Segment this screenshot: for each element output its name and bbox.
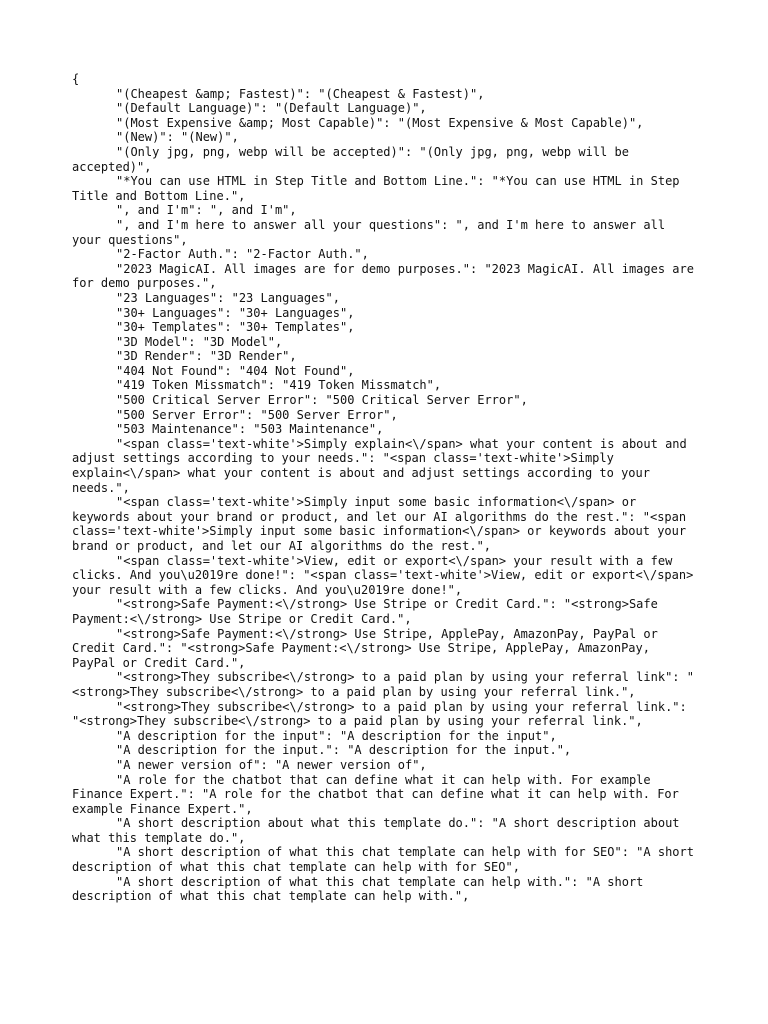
translation-entry: "2023 MagicAI. All images are for demo purposes.": "2023 MagicAI. All images are for demo purposes.",: [72, 261, 702, 291]
translation-entry: "<strong>Safe Payment:<\/strong> Use Stripe, ApplePay, AmazonPay, PayPal or Credit Card.": "<strong>Safe Payment:<\/strong> Use Stripe, ApplePay, AmazonPay, PayPal or Credit Card.",: [72, 626, 666, 670]
translation-entry: "(Most Expensive &amp; Most Capable)": "(Most Expensive & Most Capable)",: [116, 115, 644, 130]
translation-entry: "A description for the input": "A description for the input",: [116, 728, 557, 743]
translation-entry: "30+ Languages": "30+ Languages",: [116, 305, 355, 320]
translation-entry: "(New)": "(New)",: [116, 130, 239, 145]
translation-entry: "3D Render": "3D Render",: [116, 349, 297, 364]
translation-entry: "(Cheapest &amp; Fastest)": "(Cheapest & Fastest)",: [116, 86, 485, 101]
translation-entry: "<strong>Safe Payment:<\/strong> Use Stripe or Credit Card.": "<strong>Safe Payment:<\/strong> Use Stripe or Credit Card.",: [72, 597, 666, 626]
translation-entry: "A short description about what this template do.": "A short description about what this template do.",: [72, 816, 687, 845]
translation-entry: "404 Not Found": "404 Not Found",: [116, 363, 355, 378]
translation-entry: "<strong>They subscribe<\/strong> to a paid plan by using your referral link.": "<strong>They subscribe<\/strong> to a paid plan by using your referral link.",: [72, 699, 694, 729]
translation-entry: "(Default Language)": "(Default Language)",: [116, 101, 427, 116]
translation-entry: "503 Maintenance": "503 Maintenance",: [116, 422, 384, 437]
translation-entry: "*You can use HTML in Step Title and Bottom Line.": "*You can use HTML in Step Title and Bottom Line.",: [72, 174, 687, 203]
translation-entry: "23 Languages": "23 Languages",: [116, 290, 340, 305]
document-page: [72, 72, 702, 904]
translation-entry: "<span class='text-white'>View, edit or export<\/span> your result with a few clicks. And you\u2019re done!": "<span class='text-white'>View, edit or export<\/span> your result with a few clicks. And you\u2019re done!",: [72, 553, 701, 597]
translation-entry: "3D Model": "3D Model",: [116, 334, 283, 349]
translation-entry: "A description for the input.": "A description for the input.",: [116, 743, 572, 758]
translation-entry: "30+ Templates": "30+ Templates",: [116, 320, 355, 335]
translation-entry: "A short description of what this chat template can help with for SEO": "A short description of what this chat template can help with for SEO",: [72, 845, 702, 875]
translation-entry: "500 Critical Server Error": "500 Critical Server Error",: [116, 393, 528, 408]
translation-entry: "A role for the chatbot that can define what it can help with. For example Finance Expert.": "A role for the chatbot that can define what it can help with. For example Finance Expert.",: [72, 772, 687, 816]
translation-entry: "<span class='text-white'>Simply input some basic information<\/span> or keywords about your brand or product, and let our AI algorithms do the rest.": "<span class='text-white'>Simply input some basic information<\/span> or keywords about your brand or product, and let our AI algorithms do the rest.",: [72, 495, 694, 553]
open-brace: {: [72, 72, 80, 86]
translation-entry: "(Only jpg, png, webp will be accepted)": "(Only jpg, png, webp will be accepted)",: [72, 144, 637, 174]
translation-entry: ", and I'm": ", and I'm",: [116, 203, 297, 218]
translation-entry: "500 Server Error": "500 Server Error",: [116, 407, 398, 422]
translation-entries: [72, 86, 702, 904]
translation-entry: "<span class='text-white'>Simply explain<\/span> what your content is about and adjust settings according to your needs.": "<span class='text-white'>Simply explain<\/span> what your content is about and adjust settings according to your needs.",: [72, 436, 694, 495]
translation-entry: "<strong>They subscribe<\/strong> to a paid plan by using your referral link": "<strong>They subscribe<\/strong> to a paid plan by using your referral link.",: [72, 670, 694, 699]
translation-entry: "A newer version of": "A newer version of",: [116, 757, 427, 772]
translation-entry: ", and I'm here to answer all your questions": ", and I'm here to answer all your questions",: [72, 217, 673, 247]
translation-entry: "419 Token Missmatch": "419 Token Missmatch",: [116, 378, 442, 393]
translation-entry: "2-Factor Auth.": "2-Factor Auth.",: [116, 247, 369, 262]
translation-entry: "A short description of what this chat template can help with.": "A short description of what this chat template can help with.",: [72, 874, 651, 904]
